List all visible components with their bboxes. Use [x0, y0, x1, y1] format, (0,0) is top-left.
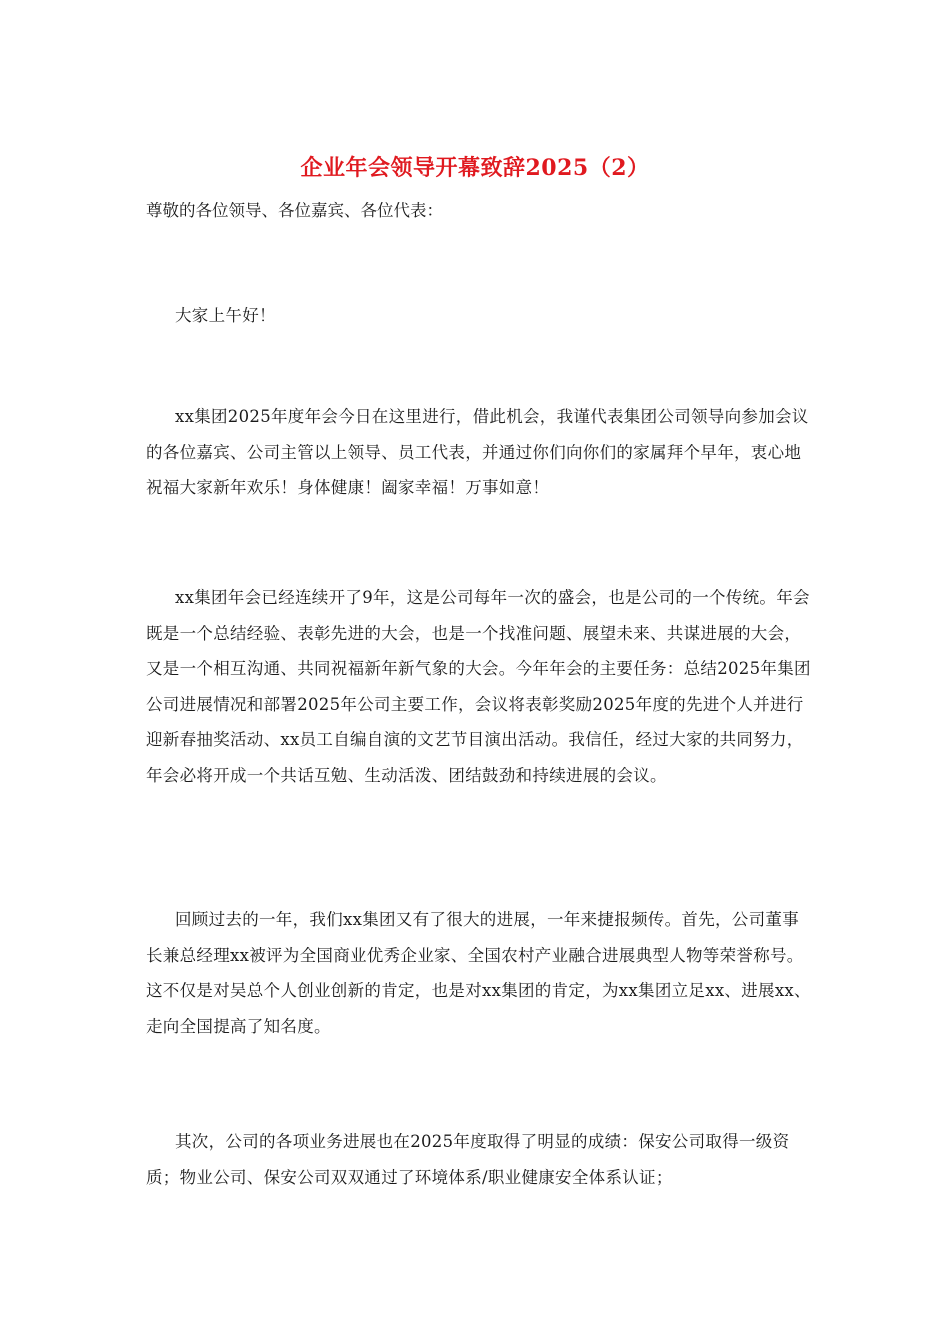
document-title: 企业年会领导开幕致辞2025（2） [300, 155, 650, 181]
body-paragraph-2: xx集团年会已经连续开了9年，这是公司每年一次的盛会，也是公司的一个传统。年会既是一个总结经验、表彰先进的大会，也是一个找准问题、展望未来、共谋进展的大会，又是一个相互沟通、共同祝福新年新气象的大会。今年年会的主要任务：总结2025年集团公司进展情况和部署2025年公司主要工作，会议将表彰奖励2025年度的先进个人并进行迎新春抽奖活动、xx员工自编自演的文艺节目演出活动。我信任，经过大家的共同努力，年会必将开成一个共话互勉、生动活泼、团结鼓劲和持续进展的会议。 [146, 588, 811, 785]
body-paragraph-3: 回顾过去的一年，我们xx集团又有了很大的进展，一年来捷报频传。首先，公司董事长兼总经理xx被评为全国商业优秀企业家、全国农村产业融合进展典型人物等荣誉称号。这不仅是对吴总个人创业创新的肯定，也是对xx集团的肯定，为xx集团立足xx、进展xx、走向全国提高了知名度。 [146, 910, 811, 1036]
salutation: 尊敬的各位领导、各位嘉宾、各位代表： [146, 201, 443, 220]
body-paragraph-1: xx集团2025年度年会今日在这里进行，借此机会，我谨代表集团公司领导向参加会议的各位嘉宾、公司主管以上领导、员工代表，并通过你们向你们的家属拜个早年，衷心地祝福大家新年欢乐！身体健康！阖家幸福！万事如意！ [146, 407, 809, 497]
body-paragraph-4: 其次，公司的各项业务进展也在2025年度取得了明显的成绩：保安公司取得一级资质；物业公司、保安公司双双通过了环境体系/职业健康安全体系认证； [146, 1132, 790, 1187]
greeting-paragraph: 大家上午好！ [175, 306, 276, 325]
